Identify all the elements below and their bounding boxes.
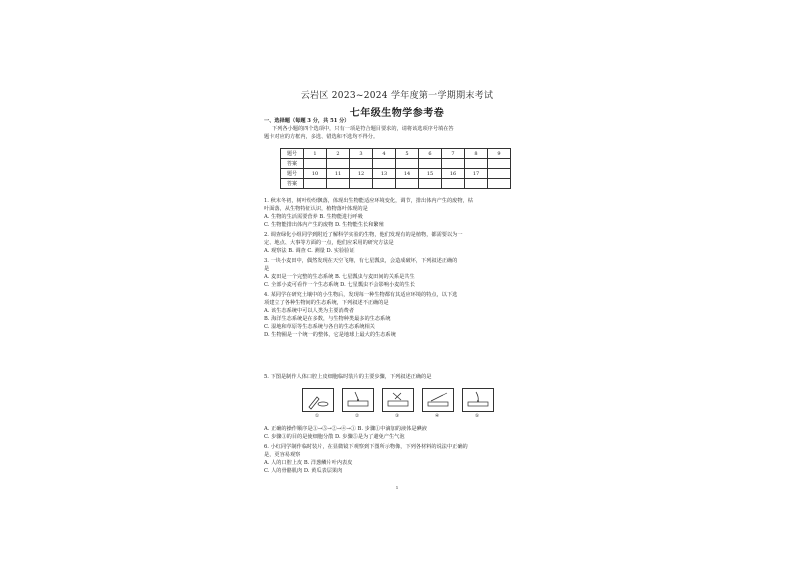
question-line: 2. 调查绿化小组同学到附近了解科学实验的生物，他们发现有的是植物，都需要以为一: [264, 232, 463, 238]
table-cell[interactable]: [396, 179, 419, 189]
table-cell[interactable]: [488, 159, 511, 169]
figure-number: ①: [314, 414, 320, 419]
table-row: [281, 179, 511, 189]
table-cell: 15: [419, 169, 442, 179]
option-line: D. 生物圈是一个统一的整体，它是地球上最大的生态系统: [264, 332, 396, 338]
table-cell[interactable]: [419, 179, 442, 189]
figure-number: ⑤: [474, 414, 480, 419]
exam-subtitle: 七年级生物学参考卷: [349, 108, 445, 119]
table-cell[interactable]: [419, 159, 442, 169]
table-cell: 题号: [281, 149, 304, 159]
step-image: [342, 388, 374, 412]
option-line: A. 观察法 B. 调查 C. 测量 D. 实验验证: [264, 248, 355, 254]
table-cell[interactable]: [373, 179, 396, 189]
question-line: 是，更容易观察: [264, 452, 301, 458]
option-line: A. 麦田是一个完整的生态系统 B. 七星瓢虫与麦田间的关系是共生: [264, 274, 415, 280]
option-line: A. 正确的操作顺序是③→⑤→②→④→① B. 步骤①中滴加的液体是碘液: [264, 426, 427, 432]
table-cell[interactable]: [442, 159, 465, 169]
step-image: [462, 388, 494, 412]
table-cell[interactable]: [304, 179, 327, 189]
table-cell[interactable]: [350, 159, 373, 169]
question-line: 叶面落，从生物特征认识，植物落叶体现的是: [264, 206, 368, 212]
table-cell: 1: [304, 149, 327, 159]
table-cell[interactable]: [465, 179, 488, 189]
option-line: C. 生物能排出体内产生的废物 D. 生物能生长和繁殖: [264, 222, 384, 228]
option-line: C. 人的骨骼肌肉 D. 黄瓜表层果肉: [264, 468, 343, 474]
table-cell[interactable]: [465, 159, 488, 169]
table-cell[interactable]: [350, 179, 373, 189]
table-cell[interactable]: [373, 159, 396, 169]
intro-line: 下列各小题的四个选项中，只有一项是符合题目要求的，请将该选项序号填在答: [272, 126, 454, 132]
question-line: 项建立了各种生物间的生态系统，下列叙述不正确的是: [264, 300, 389, 306]
step-image: [382, 388, 414, 412]
figure-number: ②: [354, 414, 360, 419]
question-line: 4. 某同学在研究土壤中的小生物后，发现每一种生物都有其适应环境的特点，以下选: [264, 292, 458, 298]
figure-number: ④: [434, 414, 440, 419]
table-cell: 3: [350, 149, 373, 159]
table-cell: 8: [465, 149, 488, 159]
table-cell: [488, 179, 511, 189]
table-cell: 答案: [281, 179, 304, 189]
table-cell: 题号: [281, 169, 304, 179]
option-line: C. 湿地和草原等生态系统与各自的生态系统相关: [264, 324, 375, 330]
table-cell: [488, 169, 511, 179]
section-heading: 一、选择题（每题 3 分，共 51 分）: [264, 118, 350, 124]
table-cell[interactable]: [304, 159, 327, 169]
table-row: [281, 149, 511, 159]
question-line: 6. 小红同学制作临时装片，在显微镜下观察到下图所示物像，下列各材料的说法中正确的: [264, 444, 468, 450]
question-line: 是: [264, 266, 270, 272]
option-line: A. 生物的生活需要营养 B. 生物能进行呼吸: [264, 214, 363, 220]
option-line: C. 步骤③的目的是使细胞分散 D. 步骤⑤是为了避免产生气泡: [264, 434, 405, 440]
exam-title: 云岩区 2023~2024 学年度第一学期期末考试: [300, 91, 494, 101]
question-line: 定、地点、大事等方面的一点，他们应采用的研究方法是: [264, 240, 394, 246]
table-cell: 12: [350, 169, 373, 179]
table-cell[interactable]: [442, 179, 465, 189]
step-image: [422, 388, 454, 412]
table-cell: 答案: [281, 159, 304, 169]
option-line: C. 全部小麦可看作一个生态系统 D. 七星瓢虫不会影响小麦的生长: [264, 282, 415, 288]
question-line: 3. 一块小麦田中，偶然发现在天空飞翔，有七星瓢虫，会造成破坏，下列叙述正确的: [264, 258, 458, 264]
page-number: 1: [395, 485, 399, 490]
option-line: B. 海洋生态系统是在多数，与生物种类最多的生态系统: [264, 316, 391, 322]
question-line: 5. 下图是制作人体口腔上皮细胞临时装片的主要步骤，下列叙述正确的是: [264, 374, 432, 380]
table-cell: 16: [442, 169, 465, 179]
table-cell: 7: [442, 149, 465, 159]
table-row: [281, 169, 511, 179]
intro-line: 题卡对应的方框内，多选、错选和不选均不得分。: [264, 134, 379, 140]
table-cell[interactable]: [327, 159, 350, 169]
table-cell: 11: [327, 169, 350, 179]
step-image: [302, 388, 334, 412]
figure-number: ③: [394, 414, 400, 419]
option-line: A. 人的口腔上皮 B. 洋葱鳞片叶内表皮: [264, 460, 353, 466]
table-cell: 17: [465, 169, 488, 179]
table-cell: 4: [373, 149, 396, 159]
table-cell: 14: [396, 169, 419, 179]
answer-table: [280, 148, 511, 189]
table-cell: 9: [488, 149, 511, 159]
table-cell: 13: [373, 169, 396, 179]
question-line: 1. 秋末冬初，树叶纷纷飘落，体现出生物能适应环境变化，调节，排出体内产生的废物，枯: [264, 198, 473, 204]
table-cell: 10: [304, 169, 327, 179]
table-cell: 6: [419, 149, 442, 159]
table-cell[interactable]: [327, 179, 350, 189]
table-cell: 5: [396, 149, 419, 159]
table-cell: 2: [327, 149, 350, 159]
table-cell[interactable]: [396, 159, 419, 169]
exam-page: [258, 80, 536, 490]
option-line: A. 该生态系统中可以人类为主要消费者: [264, 308, 355, 314]
table-row: [281, 159, 511, 169]
